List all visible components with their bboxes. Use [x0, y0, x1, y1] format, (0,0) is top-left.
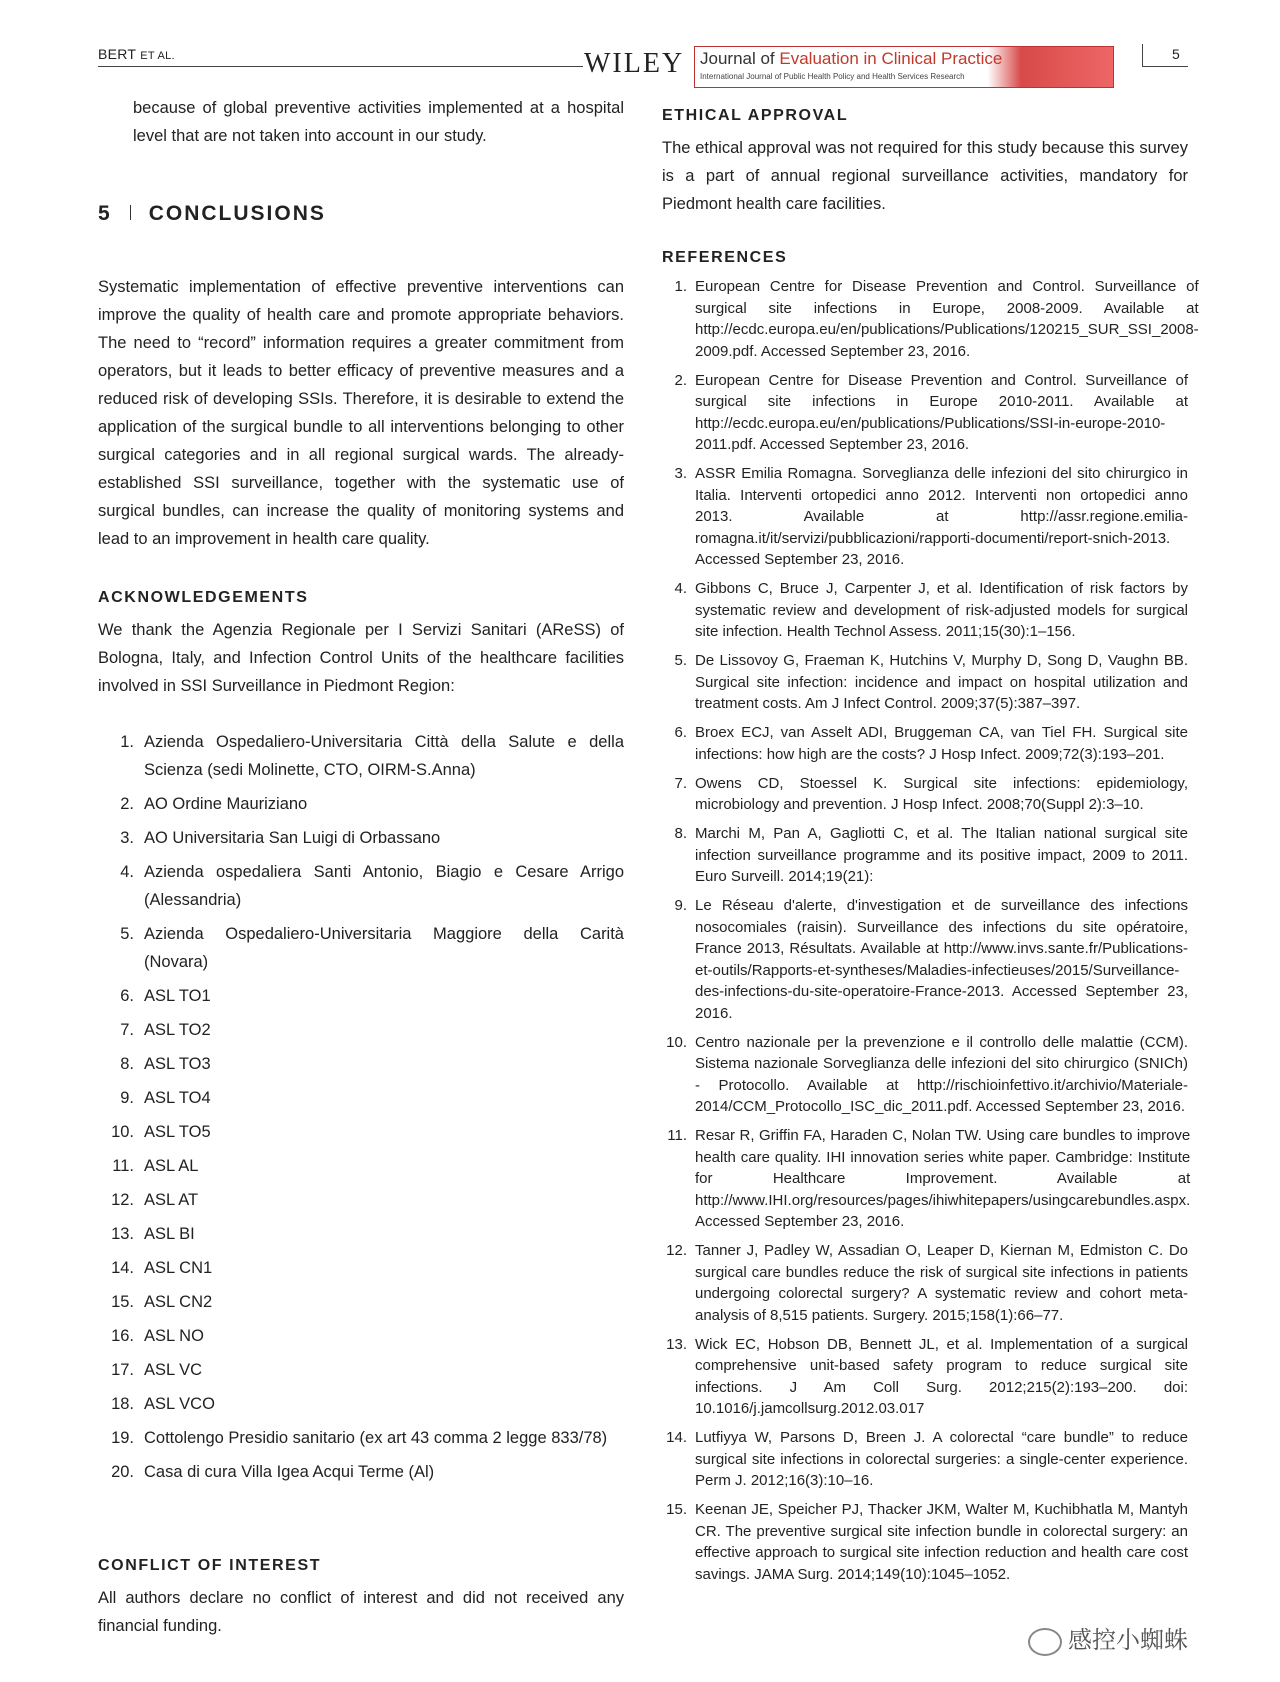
reference-number: 6. [674, 724, 687, 741]
list-number: 9. [120, 1089, 134, 1107]
conflict-heading: CONFLICT OF INTEREST [98, 1557, 322, 1574]
reference-text: Centro nazionale per la prevenzione e il controllo delle malattie (CCM). Sistema nazionale Sorveglianza delle infezioni del sito chirurgico (SNICh) - Protocollo. Available at http://rischioinfettivo.it/archivio/Materiale-2014/CCM_Protocollo_ISC_dic_2011.pdf. Accessed September 23, 2016. [695, 1033, 1188, 1115]
wechat-icon [1028, 1628, 1062, 1656]
hospital-name: Azienda ospedaliera Santi Antonio, Biagio e Cesare Arrigo (Alessandria) [144, 863, 624, 909]
hospital-list-item [98, 1356, 624, 1384]
list-number: 1. [120, 733, 134, 751]
header-rule [98, 66, 583, 67]
running-head-author: BERT ET AL. [98, 46, 175, 62]
list-number: 4. [120, 863, 134, 881]
ethical-paragraph: The ethical approval was not required for this study because this survey is a part of annual regional surveillance activities, mandatory for Piedmont health care facilities. [662, 139, 1188, 213]
hospital-name: ASL TO4 [144, 1089, 211, 1107]
acknowledgements-paragraph: We thank the Agenzia Regionale per I Servizi Sanitari (AReSS) of Bologna, Italy, and Infection Control Units of the healthcare facilities involved in SSI Surveillance in Piedmont Region: [98, 621, 624, 695]
hospital-list-item [98, 1050, 624, 1078]
hospital-name: AO Universitaria San Luigi di Orbassano [144, 829, 441, 847]
hospital-name: ASL VC [144, 1361, 203, 1379]
page-number-divider [1142, 44, 1143, 66]
conclusions-heading [98, 200, 624, 228]
list-number: 12. [111, 1191, 134, 1209]
ethical-heading: ETHICAL APPROVAL [662, 107, 849, 124]
reference-number: 7. [674, 774, 687, 792]
reference-number: 10. [666, 1033, 687, 1051]
reference-text: Tanner J, Padley W, Assadian O, Leaper D, Kiernan M, Edmiston C. Do surgical care bundles reduce the risk of surgical site infections in patients undergoing colorectal surgery? A systematic review and cohort meta-analysis of 8,515 patients. Surgery. 2015;158(1):66–77. [695, 1242, 1188, 1324]
reference-text: Wick EC, Hobson DB, Bennett JL, et al. Implementation of a surgical comprehensive unit-based safety program to reduce surgical site infections. J Am Coll Surg. 2012;215(2):193–200. doi: 10.1016/j.jamcollsurg.2012.03.017 [695, 1335, 1188, 1417]
hospital-list-item [98, 1084, 624, 1112]
reference-number: 8. [674, 825, 687, 842]
hospital-list [98, 728, 624, 1492]
reference-item [662, 650, 1188, 715]
section-title: CONCLUSIONS [148, 202, 326, 225]
intro-paragraph: because of global preventive activities implemented at a hospital level that are not taken into account in our study. [133, 99, 624, 145]
hospital-name: ASL TO2 [144, 1021, 211, 1039]
hospital-name: ASL NO [144, 1327, 204, 1345]
reference-text: Le Réseau d'alerte, d'investigation et de surveillance des infections nosocomiales (raisin). Surveillance des infections du site opératoire, France 2013, Résultats. Available at http://www.invs.sante.fr/Publications-et-outils/Rapports-et-syntheses/Maladies-infectieuses/2015/Surveillance-des-infections-du-site-operatoire-France-2013. Accessed September 23, 2016. [695, 897, 1188, 1022]
reference-item [662, 895, 1188, 1024]
page-number: 5 [1172, 46, 1180, 62]
list-number: 17. [111, 1361, 134, 1379]
conclusions-body [98, 273, 624, 553]
list-number: 6. [120, 987, 134, 1005]
reference-text: Keenan JE, Speicher PJ, Thacker JKM, Walter M, Kuchibhatla M, Mantyh CR. The preventive surgical site infection bundle in colorectal surgery: an effective approach to surgical site infection reduction and health care cost savings. JAMA Surg. 2014;149(10):1045–1052. [695, 1501, 1188, 1583]
hospital-name: ASL TO3 [144, 1055, 211, 1073]
journal-banner [694, 46, 1114, 88]
watermark: 感控小蜘蛛 [1028, 1620, 1188, 1656]
reference-number: 4. [674, 580, 687, 597]
reference-item [662, 463, 1188, 571]
hospital-list-item [98, 790, 624, 818]
references-heading: REFERENCES [662, 249, 788, 266]
list-number: 20. [111, 1463, 134, 1481]
list-number: 10. [111, 1123, 134, 1141]
list-number: 15. [111, 1293, 134, 1311]
reference-item [662, 1032, 1188, 1118]
hospital-list-item [98, 1254, 624, 1282]
list-number: 11. [112, 1157, 134, 1175]
reference-item [662, 1240, 1188, 1326]
hospital-list-item [98, 1322, 624, 1350]
reference-number: 15. [666, 1501, 687, 1518]
hospital-list-item [98, 1424, 624, 1452]
list-number: 5. [120, 925, 134, 943]
hospital-list-item [98, 1458, 624, 1486]
hospital-name: ASL TO5 [144, 1123, 211, 1141]
hospital-list-item [98, 728, 624, 784]
list-number: 7. [120, 1021, 134, 1039]
list-number: 18. [111, 1395, 134, 1413]
reference-item [662, 1125, 1191, 1233]
reference-item [662, 1427, 1188, 1492]
reference-text: De Lissovoy G, Fraeman K, Hutchins V, Murphy D, Song D, Vaughn BB. Surgical site infection: incidence and impact on hospital utilization and treatment costs. Am J Infect Control. 2009;37(5):387–397. [695, 652, 1188, 712]
list-number: 16. [111, 1327, 134, 1345]
list-number: 14. [111, 1259, 134, 1277]
reference-item [662, 276, 1199, 362]
reference-text: ASSR Emilia Romagna. Sorveglianza delle infezioni del sito chirurgico in Italia. Interventi ortopedici anno 2012. Interventi non ortopedici anno 2013. Available at http://assr.regione.emilia-romagna.it/it/servizi/pubblicazioni/rapporti-documenti/report-snich-2013. Accessed September 23, 2016. [695, 465, 1188, 568]
hospital-list-item [98, 982, 624, 1010]
journal-subtitle: International Journal of Public Health Policy and Health Services Research [700, 72, 965, 81]
ethical-body [662, 134, 1188, 218]
reference-number: 5. [674, 652, 687, 669]
hospital-name: Casa di cura Villa Igea Acqui Terme (Al) [144, 1463, 435, 1481]
hospital-list-item [98, 1186, 624, 1214]
reference-text: Gibbons C, Bruce J, Carpenter J, et al. Identification of risk factors by systematic review and development of risk-adjusted models for surgical site infection. Health Technol Assess. 2011;15(30):1–156. [695, 580, 1188, 640]
hospital-name: ASL CN2 [144, 1293, 213, 1311]
hospital-name: AO Ordine Mauriziano [144, 795, 308, 813]
hospital-list-item [98, 920, 624, 976]
reference-number: 11. [667, 1127, 687, 1144]
reference-number: 3. [674, 465, 687, 482]
acknowledgements-heading: ACKNOWLEDGEMENTS [98, 589, 309, 606]
publisher-logo: WILEY [584, 48, 685, 79]
hospital-name: ASL BI [144, 1225, 195, 1243]
reference-list [662, 276, 1199, 1593]
reference-number: 9. [674, 897, 687, 914]
hospital-name: ASL CN1 [144, 1259, 213, 1277]
reference-item [662, 578, 1188, 643]
hospital-name: Cottolengo Presidio sanitario (ex art 43 comma 2 legge 833/78) [144, 1429, 608, 1447]
reference-text: European Centre for Disease Prevention and Control. Surveillance of surgical site infections in Europe 2010-2011. Available at http://ecdc.europa.eu/en/publications/Publications/SSI-in-europe-2010-2011.pdf. Accessed September 23, 2016. [695, 371, 1188, 453]
hospital-list-item [98, 1288, 624, 1316]
hospital-list-item [98, 1118, 624, 1146]
list-number: 13. [111, 1225, 134, 1243]
reference-number: 1. [674, 278, 687, 295]
list-number: 8. [120, 1055, 134, 1073]
hospital-list-item [98, 1220, 624, 1248]
conclusions-paragraph: Systematic implementation of effective preventive interventions can improve the quality of health care and promote appropriate behaviors. The need to “record” information requires a greater commitment from operators, but it leads to better efficacy of preventive measures and a reduced risk of developing SSIs. Therefore, it is desirable to extend the application of the surgical bundle to all interventions belonging to other surgical categories and in all regional surgical wards. The already-established SSI surveillance, together with the systematic use of surgical bundles, can increase the quality of monitoring systems and lead to an improvement in health care quality. [98, 278, 624, 548]
reference-item [662, 370, 1188, 456]
hospital-name: ASL TO1 [144, 987, 211, 1005]
conflict-body [98, 1584, 624, 1640]
conflict-paragraph: All authors declare no conflict of interest and did not received any financial funding. [98, 1589, 624, 1635]
hospital-list-item [98, 1016, 624, 1044]
hospital-list-item [98, 1390, 624, 1418]
reference-number: 14. [666, 1429, 687, 1446]
hospital-list-item [98, 858, 624, 914]
intro-paragraph-block [133, 94, 624, 150]
reference-number: 13. [666, 1335, 687, 1353]
reference-item [662, 823, 1188, 888]
reference-text: Broex ECJ, van Asselt ADI, Bruggeman CA, van Tiel FH. Surgical site infections: how high are the costs? J Hosp Infect. 2009;72(3):193–201. [695, 724, 1188, 763]
hospital-name: ASL AL [144, 1157, 199, 1175]
list-number: 3. [120, 829, 134, 847]
list-number: 2. [120, 795, 134, 813]
reference-number: 2. [674, 371, 687, 389]
acknowledgements-body [98, 616, 624, 700]
reference-item [662, 1334, 1188, 1420]
section-number: 5 [98, 202, 112, 225]
hospital-name: Azienda Ospedaliero-Universitaria Città della Salute e della Scienza (sedi Molinette, CTO, OIRM-S.Anna) [144, 733, 624, 779]
hospital-name: ASL VCO [144, 1395, 215, 1413]
list-number: 19. [111, 1429, 134, 1447]
hospital-name: Azienda Ospedaliero-Universitaria Maggiore della Carità (Novara) [144, 925, 624, 971]
journal-title: Journal of Evaluation in Clinical Practice [700, 49, 1003, 68]
reference-text: Marchi M, Pan A, Gagliotti C, et al. The Italian national surgical site infection surveillance programme and its positive impact, 2009 to 2011. Euro Surveill. 2014;19(21): [695, 825, 1188, 885]
reference-text: Lutfiyya W, Parsons D, Breen J. A colorectal “care bundle” to reduce surgical site infections in colorectal surgeries: a single-center experience. Perm J. 2012;16(3):10–16. [695, 1429, 1188, 1489]
hospital-list-item [98, 1152, 624, 1180]
hospital-list-item [98, 824, 624, 852]
reference-number: 12. [666, 1242, 687, 1259]
reference-item [662, 1499, 1188, 1585]
hospital-name: ASL AT [144, 1191, 199, 1209]
page-number-rule [1142, 66, 1188, 67]
reference-text: Resar R, Griffin FA, Haraden C, Nolan TW. Using care bundles to improve health care quality. IHI innovation series white paper. Cambridge: Institute for Healthcare Improvement. Available at http://www.IHI.org/resources/pages/ihiwhitepapers/usingcarebundles.aspx. Accessed September 23, 2016. [695, 1127, 1191, 1230]
reference-text: Owens CD, Stoessel K. Surgical site infections: epidemiology, microbiology and prevention. J Hosp Infect. 2008;70(Suppl 2):3–10. [695, 774, 1188, 813]
heading-separator [130, 205, 131, 220]
reference-item [662, 773, 1188, 816]
reference-text: European Centre for Disease Prevention and Control. Surveillance of surgical site infections in Europe, 2008-2009. Available at http://ecdc.europa.eu/en/publications/Publications/120215_SUR_SSI_2008-2009.pdf. Accessed September 23, 2016. [695, 278, 1199, 360]
reference-item [662, 722, 1188, 765]
